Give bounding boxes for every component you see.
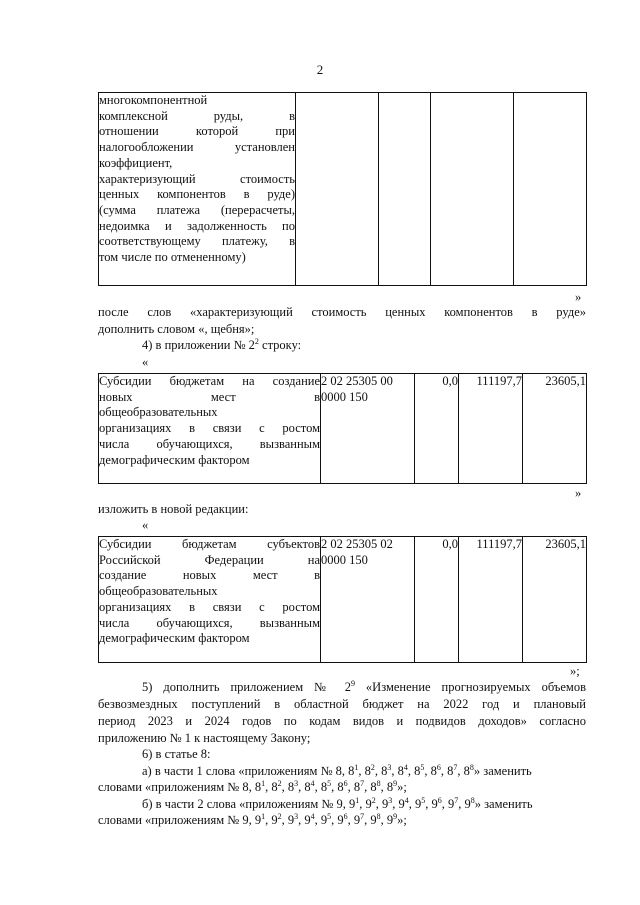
item-b-line-2: словами «приложениям № 9, $9^1$, $9^2$, $9^3$, $9^4$, $9^5$, $9^6$, $9^7$, $9^8$, $9^9$»;	[98, 812, 407, 827]
value-cell	[514, 93, 587, 286]
paragraph-line: после слов «характеризующий стоимость ценных компонентов в руде»	[98, 305, 586, 319]
item-4: 4) в приложении № $2^2$ строку:	[142, 337, 302, 352]
description-cell: многокомпонентной комплексной руды, в отношении которой при налогообложении установлен коэффициент, характеризующий стоимость ценных компонентов в руде) (сумма платежа (перерасчеты, недоимка и задолженность по соответствующему платежу, в том числе по отмененному)	[99, 93, 296, 286]
page-number: 2	[316, 62, 324, 77]
open-quote: «	[142, 518, 149, 532]
item-5-line: 5) дополнить приложением № $2^9$ «Изменение прогнозируемых объемов	[142, 679, 586, 694]
item-5-line: период 2023 и 2024 годов по кодам видов и подвидов доходов» согласно	[98, 714, 586, 728]
item-6: 6) в статье 8:	[142, 747, 211, 761]
item-5-line: безвозмездных поступлений в областной бюджет на 2022 год и плановый	[98, 697, 586, 711]
paragraph-line: изложить в новой редакции:	[98, 502, 249, 516]
table-row	[99, 537, 587, 663]
value-cell: 0,0	[415, 374, 459, 484]
value-cell: 23605,1	[523, 537, 587, 663]
value-cell: 111197,7	[459, 374, 523, 484]
value-cell: 0,0	[415, 537, 459, 663]
value-cell: 111197,7	[459, 537, 523, 663]
paragraph-line: дополнить словом «, щебня»;	[98, 322, 255, 336]
value-cell: 23605,1	[523, 374, 587, 484]
item-a-line-2: словами «приложениям № 8, $8^1$, $8^2$, $8^3$, $8^4$, $8^5$, $8^6$, $8^7$, $8^8$, $8^9$»;	[98, 779, 407, 794]
close-quote: »	[575, 486, 582, 500]
close-quote: »	[575, 290, 582, 304]
table-row	[99, 93, 587, 286]
value-cell	[431, 93, 514, 286]
table-old-subsidy	[98, 373, 587, 484]
description-cell: Субсидии бюджетам субъектов Российской Федерации на создание новых мест в общеобразовательных организациях в связи с ростом числа обучающихся, вызванным демографическим фактором	[99, 537, 321, 663]
item-5-line: приложению № 1 к настоящему Закону;	[98, 731, 311, 745]
code-cell: 2 02 25305 00 0000 150	[321, 374, 415, 484]
code-cell	[296, 93, 379, 286]
table-row	[99, 374, 587, 484]
table-new-subsidy	[98, 536, 587, 663]
value-cell	[379, 93, 431, 286]
description-cell: Субсидии бюджетам на создание новых мест в общеобразовательных организациях в связи с ростом числа обучающихся, вызванным демографическим фактором	[99, 374, 321, 484]
item-b-line-1: б) в части 2 слова «приложениям № 9, $9^1$, $9^2$, $9^3$, $9^4$, $9^5$, $9^6$, $9^7$, $9^8$» заменить	[142, 796, 533, 811]
table-mineral-extraction	[98, 92, 587, 286]
code-cell: 2 02 25305 02 0000 150	[321, 537, 415, 663]
open-quote: «	[142, 355, 149, 369]
close-quote: »;	[570, 664, 580, 678]
item-a-line-1: а) в части 1 слова «приложениям № 8, $8^1$, $8^2$, $8^3$, $8^4$, $8^5$, $8^6$, $8^7$, $8^8$» заменить	[142, 763, 532, 778]
